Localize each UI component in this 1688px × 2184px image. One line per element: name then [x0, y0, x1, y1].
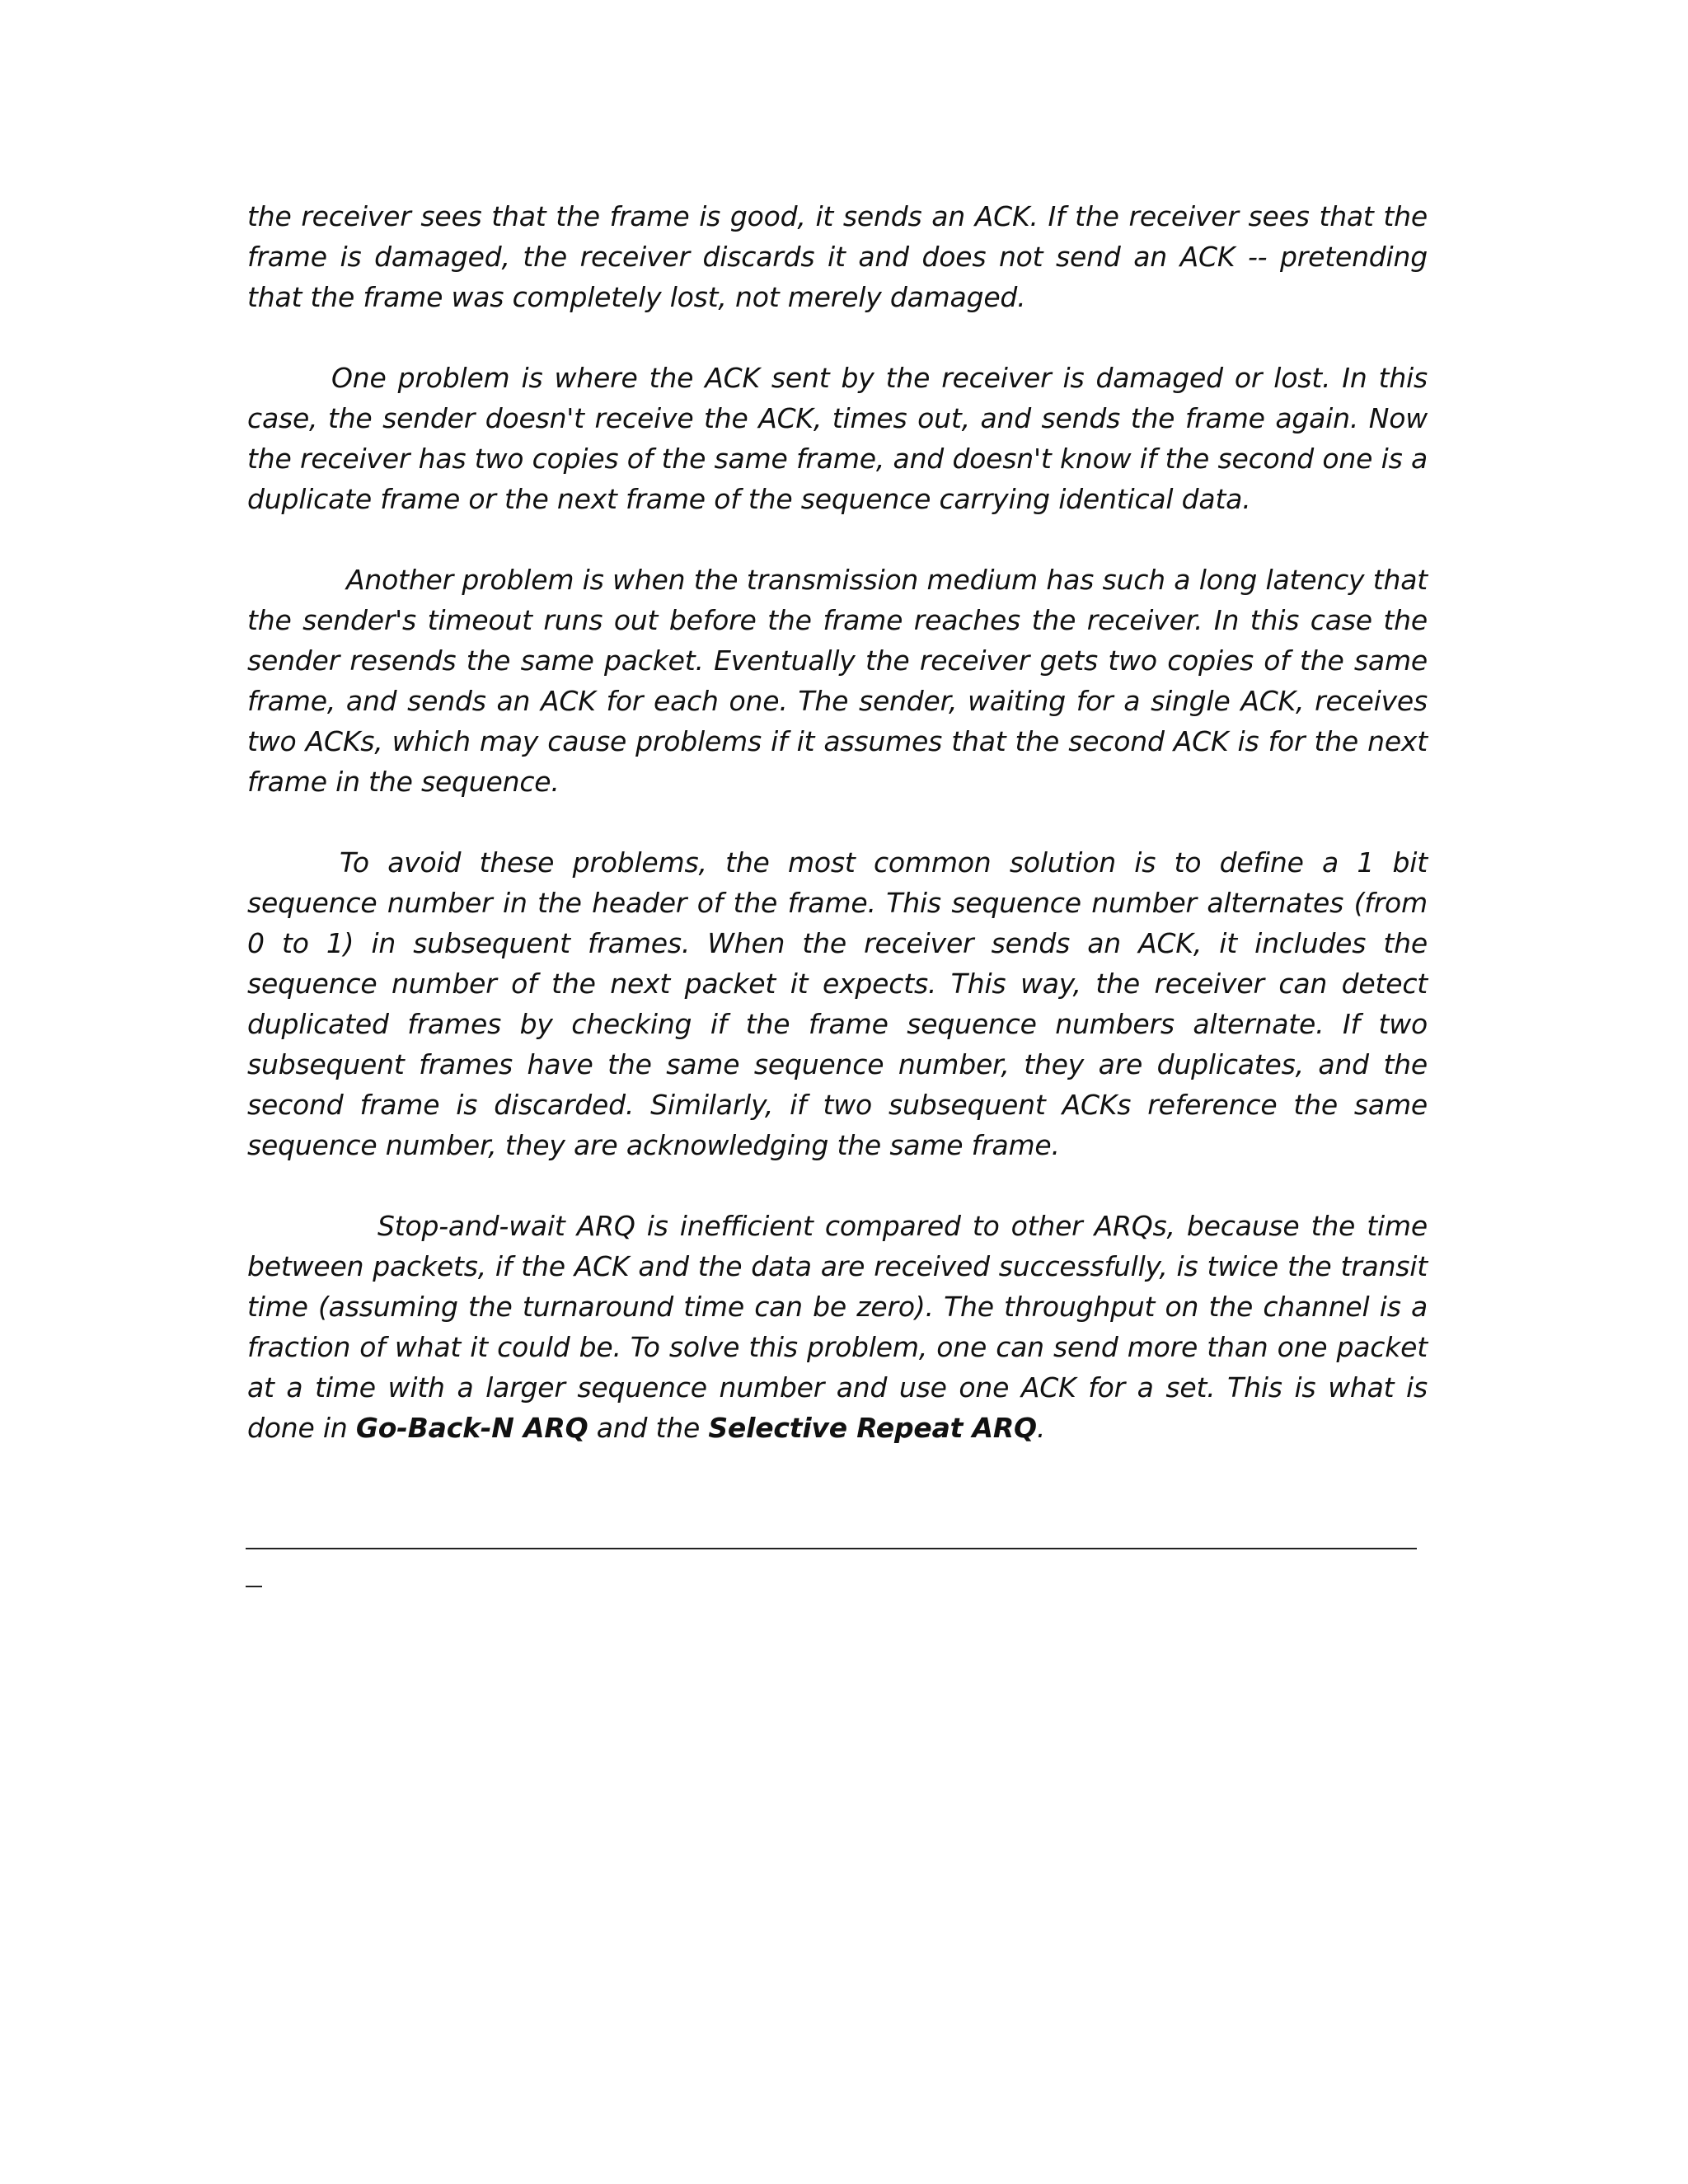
body-text — [247, 196, 1428, 1488]
footnote-separator-stub — [246, 1586, 262, 1587]
paragraph-5-text-after: . — [1036, 1412, 1046, 1444]
paragraph-5 — [247, 1206, 1428, 1448]
paragraph-1: the receiver sees that the frame is good, it sends an ACK. If the receiver sees that the frame is damaged, the receiver discards it and does not send an ACK -- pretending that the frame was completely lost, not merely damaged. — [247, 200, 1428, 313]
paragraph-5-text-before: Stop-and-wait ARQ is inefficient compared to other ARQs, because the time between packets, if the ACK and the data are received successfully, is twice the transit time (assuming the turnaround time can be zero). The throughput on the channel is a fraction of what it could be. To solve this problem, one can send more than one packet at a time with a larger sequence number and use one ACK for a set. This is what is done in — [247, 1210, 1428, 1444]
footnote-separator-line — [246, 1548, 1417, 1549]
go-back-n-arq-term: Go-Back-N ARQ — [355, 1412, 588, 1444]
paragraph-5-text-middle: and the — [588, 1412, 709, 1444]
paragraph-2: One problem is where the ACK sent by the receiver is damaged or lost. In this case, the sender doesn't receive the ACK, times out, and sends the frame again. Now the receiver has two copies of the same frame, and doesn't know if the second one is a duplicate frame or the next frame of the sequence carrying identical data. — [247, 362, 1428, 515]
paragraph-4: To avoid these problems, the most common solution is to define a 1 bit sequence number in the header of the frame. This sequence number alternates (from 0 to 1) in subsequent frames. When the receiver sends an ACK, it includes the sequence number of the next packet it expects. This way, the receiver can detect duplicated frames by checking if the frame sequence numbers alternate. If two subsequent frames have the same sequence number, they are duplicates, and the second frame is discarded. Similarly, if two subsequent ACKs reference the same sequence number, they are acknowledging the same frame. — [247, 846, 1428, 1161]
paragraph-3: Another problem is when the transmission medium has such a long latency that the sender's timeout runs out before the frame reaches the receiver. In this case the sender resends the same packet. Eventually the receiver gets two copies of the same frame, and sends an ACK for each one. The sender, waiting for a single ACK, receives two ACKs, which may cause problems if it assumes that the second ACK is for the next frame in the sequence. — [247, 564, 1428, 798]
selective-repeat-arq-term: Selective Repeat ARQ — [708, 1412, 1037, 1444]
